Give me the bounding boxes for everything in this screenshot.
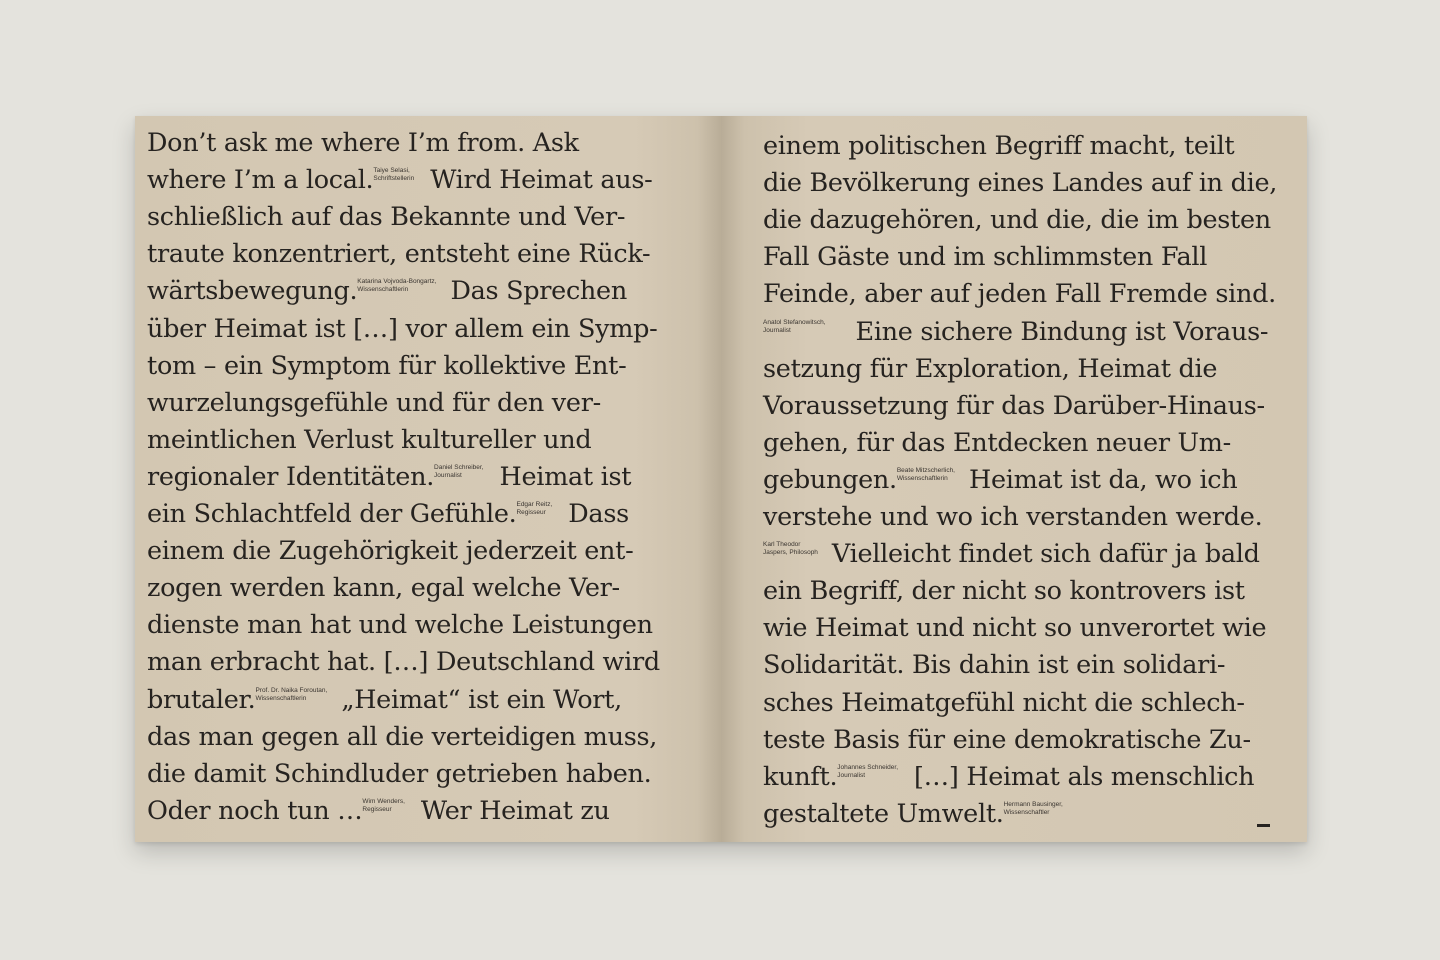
text-line [147, 570, 620, 607]
right-page [721, 116, 1307, 842]
attribution-line: Anatol Stefanowitsch, [763, 318, 826, 326]
left-page [135, 116, 721, 842]
text-line [763, 202, 1271, 239]
open-book [135, 116, 1307, 842]
text-line [147, 199, 625, 236]
body-text: Das Sprechen [450, 276, 627, 307]
body-text: wie Heimat und nicht so unverortet wie [763, 613, 1267, 644]
attribution-line: Journalist [763, 326, 791, 334]
text-line [763, 573, 1245, 610]
body-text: Wer Heimat zu [420, 795, 610, 826]
body-text: dienste man hat und welche Leistungen [147, 610, 653, 641]
body-text: einem politischen Begriff macht, teilt [763, 131, 1235, 161]
body-text: […] Heimat als menschlich [914, 761, 1255, 792]
quote-attribution [357, 278, 436, 294]
attribution-line: Taiye Selasi, [373, 167, 410, 175]
text-line [147, 644, 660, 681]
attribution-line: Journalist [837, 771, 866, 779]
text-line [147, 311, 657, 348]
quote-attribution [837, 764, 898, 780]
body-text: tom – ein Symptom für kollektive Ent- [147, 350, 627, 381]
body-text: teste Basis für eine demokratische Zu- [763, 724, 1251, 755]
text-line [763, 722, 1251, 759]
body-text: Feinde, aber auf jeden Fall Fremde sind. [763, 279, 1276, 310]
body-text: Heimat ist [499, 461, 632, 492]
text-line [763, 759, 1254, 796]
body-text: Dass [568, 499, 629, 529]
text-line [147, 385, 601, 422]
body-text: über Heimat ist […] vor allem ein Symp- [147, 313, 658, 344]
text-line [763, 239, 1207, 276]
text-line [147, 607, 653, 644]
text-line [147, 719, 657, 756]
body-text: ein Schlachtfeld der Gefühle. [147, 499, 517, 529]
body-text: Wird Heimat aus- [430, 165, 653, 196]
text-line [763, 796, 1063, 833]
attribution-line: Jaspers, Philosoph [763, 549, 818, 557]
text-line [147, 496, 629, 533]
body-text: regionaler Identitäten. [147, 461, 435, 492]
body-text: traute konzentriert, entsteht eine Rück- [147, 239, 651, 270]
body-text: setzung für Exploration, Heimat die [763, 353, 1218, 384]
body-text: Heimat ist da, wo ich [969, 464, 1238, 495]
body-text: kunft. [763, 761, 838, 792]
attribution-line: Wissenschaftlerin [255, 694, 307, 702]
text-line [763, 647, 1225, 684]
body-text: gebungen. [763, 464, 897, 495]
quote-attribution [373, 167, 414, 183]
body-text: die Bevölkerung eines Landes auf in die, [763, 168, 1278, 199]
body-text: das man gegen all die verteidigen muss, [147, 721, 658, 752]
body-text: gehen, für das Entdecken neuer Um- [763, 427, 1231, 458]
body-text: wurzelungsgefühle und für den ver- [147, 387, 601, 418]
quote-attribution [255, 687, 327, 703]
text-line [147, 422, 591, 459]
text-line [763, 388, 1265, 425]
quote-attribution [434, 464, 484, 480]
quote-attribution [763, 541, 818, 557]
body-text: gestaltete Umwelt. [763, 798, 1004, 829]
attribution-line: Regisseur [362, 805, 392, 813]
text-line [147, 459, 631, 496]
attribution-line: Journalist [434, 471, 462, 479]
body-text: Voraussetzung für das Darüber-Hinaus- [763, 390, 1265, 421]
text-line [147, 756, 651, 793]
attribution-line: Prof. Dr. Naika Foroutan, [255, 686, 328, 694]
body-text: Don’t ask me where I’m from. Ask [147, 128, 579, 158]
body-text: Eine sichere Bindung ist Voraus- [855, 316, 1269, 347]
body-text: zogen werden kann, egal welche Ver- [147, 573, 620, 604]
text-line [147, 273, 627, 310]
body-text: Solidarität. Bis dahin ist ein solidari- [763, 650, 1226, 681]
body-text: die dazugehören, und die, die im besten [763, 205, 1271, 236]
text-line [763, 499, 1262, 536]
text-line [763, 351, 1217, 388]
text-line [763, 536, 1260, 573]
body-text: Oder noch tun … [147, 795, 363, 826]
attribution-line: Wissenschaftlerin [357, 286, 409, 294]
quote-attribution [516, 501, 552, 517]
body-text: Fall Gäste und im schlimmsten Fall [763, 242, 1208, 273]
attribution-line: Karl Theodor [763, 541, 801, 549]
body-text: meintlichen Verlust kultureller und [147, 424, 592, 455]
quote-attribution [763, 319, 826, 335]
text-line [147, 236, 650, 273]
body-text: where I’m a local. [147, 165, 374, 196]
body-text: brutaler. [147, 684, 256, 715]
attribution-line: Edgar Reitz, [516, 501, 553, 508]
body-text: schließlich auf das Bekannte und Ver- [147, 202, 626, 233]
body-text: Vielleicht findet sich dafür ja bald [831, 539, 1260, 570]
body-text: einem die Zugehörigkeit jederzeit ent- [147, 536, 634, 567]
body-text: wärtsbewegung. [147, 276, 358, 307]
body-text: „Heimat“ ist ein Wort, [341, 684, 622, 715]
text-line [763, 276, 1276, 313]
body-text: verstehe und wo ich verstanden werde. [763, 502, 1263, 532]
body-text: die damit Schindluder getrieben haben. [147, 758, 652, 789]
text-line [763, 425, 1231, 462]
text-line [763, 685, 1245, 722]
text-line [147, 682, 622, 719]
end-mark [1257, 824, 1270, 827]
attribution-line: Daniel Schreiber, [434, 463, 484, 471]
text-line [763, 314, 1268, 351]
attribution-line: Wissenschaftlerin [896, 474, 948, 482]
text-line [147, 162, 652, 199]
text-line [147, 348, 626, 385]
quote-attribution [362, 798, 405, 814]
attribution-line: Schriftstellerin [373, 175, 415, 183]
quote-attribution [897, 467, 955, 483]
attribution-line: Beate Mitzscherlich, [896, 466, 955, 474]
attribution-line: Wim Wenders, [362, 797, 405, 805]
quote-attribution [1004, 801, 1063, 817]
text-line [147, 793, 610, 830]
attribution-line: Johannes Schneider, [837, 763, 899, 771]
text-line [147, 125, 579, 162]
body-text: sches Heimatgefühl nicht die schlech- [763, 687, 1245, 718]
text-line [763, 128, 1234, 165]
text-line [763, 165, 1277, 202]
text-line [763, 462, 1237, 499]
text-line [763, 610, 1266, 647]
attribution-line: Wissenschaftler [1003, 808, 1050, 816]
text-line [147, 533, 633, 570]
body-text: man erbracht hat. […] Deutschland wird [147, 647, 660, 678]
attribution-line: Hermann Bausinger, [1003, 800, 1063, 808]
attribution-line: Katarina Vojvoda-Bongartz, [357, 278, 437, 286]
attribution-line: Regisseur [516, 509, 546, 516]
body-text: ein Begriff, der nicht so kontrovers ist [763, 576, 1245, 607]
